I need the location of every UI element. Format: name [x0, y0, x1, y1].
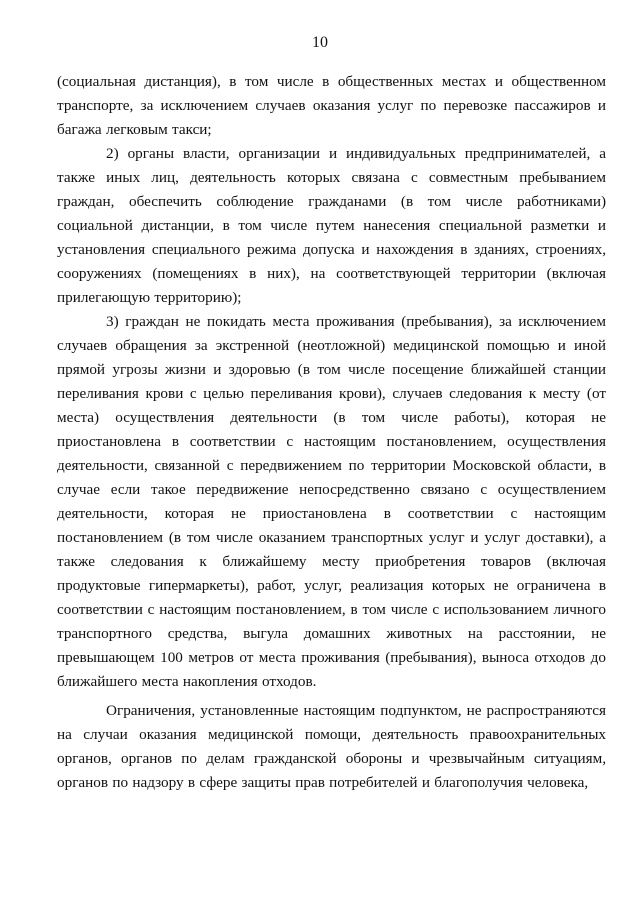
document-body — [57, 70, 606, 795]
paragraph-continuation: (социальная дистанция), в том числе в общественных местах и общественном транспорте, за исключением случаев оказания услуг по перевозке пассажиров и багажа легковым такси; — [57, 73, 606, 138]
page-number: 10 — [312, 34, 328, 51]
paragraph-restrictions: Ограничения, установленные настоящим подпунктом, не распространяются на случаи оказания медицинской помощи, деятельность правоохранительных органов, органов по делам гражданской обороны и чрезвычайным ситуациям, органов по надзору в сфере защиты прав потребителей и благополучия человека, — [57, 702, 606, 791]
paragraph-item-3: 3) граждан не покидать места проживания (пребывания), за исключением случаев обращения за экстренной (неотложной) медицинской помощью и иной прямой угрозы жизни и здоровью (в том числе посещение ближайшей станции переливания крови с целью переливания крови), случаев следования к месту (от места) осуществления деятельности (в том числе работы), которая не приостановлена в соответствии с настоящим постановлением, осуществления деятельности, связанной с передвижением по территории Московской области, в случае если такое передвижение непосредственно связано с осуществлением деятельности, которая не приостановлена в соответствии с настоящим постановлением (в том числе оказанием транспортных услуг и услуг доставки), а также следования к ближайшему месту приобретения товаров (включая продуктовые гипермаркеты), работ, услуг, реализация которых не ограничена в соответствии с настоящим постановлением, в том числе с использованием личного транспортного средства, выгула домашних животных на расстоянии, не превышающем 100 метров от места проживания (пребывания), выноса отходов до ближайшего места накопления отходов. — [57, 313, 606, 690]
paragraph-item-2: 2) органы власти, организации и индивидуальных предпринимателей, а также иных лиц, деятельность которых связана с совместным пребыванием граждан, обеспечить соблюдение гражданами (в том числе работниками) социальной дистанции, в том числе путем нанесения специальной разметки и установления специального режима допуска и нахождения в зданиях, строениях, сооружениях (помещениях в них), на соответствующей территории (включая прилегающую территорию); — [57, 145, 606, 306]
